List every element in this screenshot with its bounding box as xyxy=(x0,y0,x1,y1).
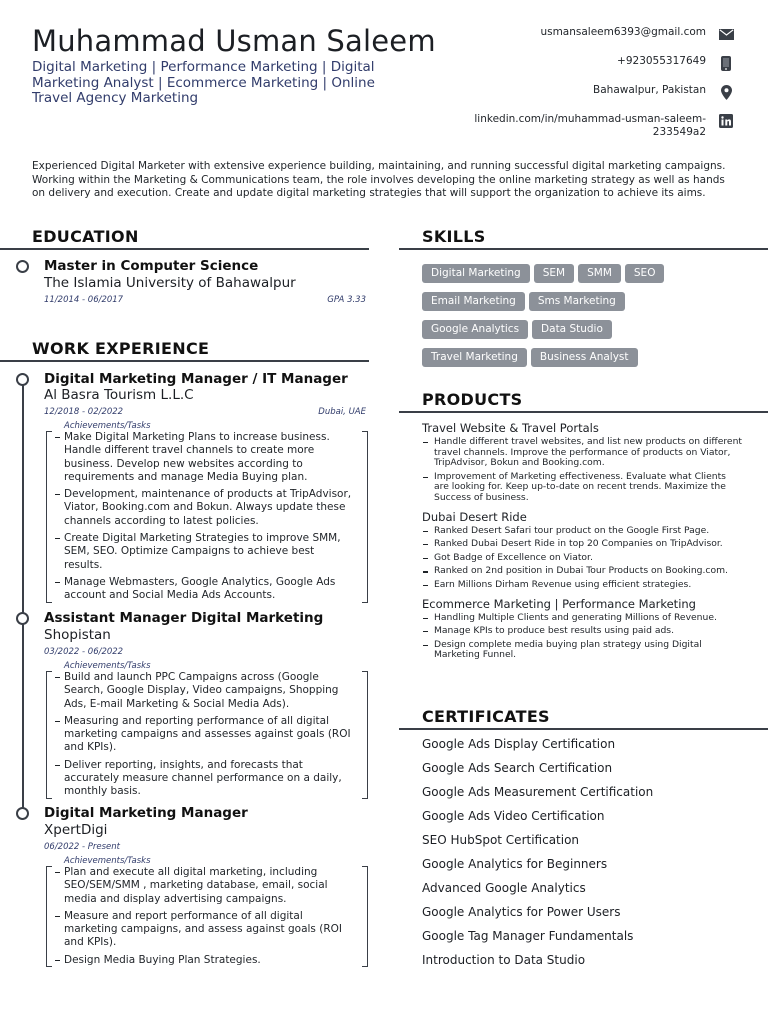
achievement-item: Create Digital Marketing Strategies to improve SMM, SEM, SEO. Optimize Campaigns to achieve best results. xyxy=(64,532,368,572)
candidate-headline: Digital Marketing | Performance Marketing | Digital Marketing Analyst | Ecommerce Marketing | Online Travel Agency Marketing xyxy=(32,59,375,106)
products-heading: PRODUCTS xyxy=(422,390,523,409)
job-company: Shopistan xyxy=(44,627,111,643)
contact-phone[interactable] xyxy=(434,55,734,71)
certificates-divider xyxy=(399,728,768,730)
contact-linkedin[interactable] xyxy=(434,113,734,139)
achievement-item: Development, maintenance of products at TripAdvisor, Viator, Booking.com and Bokun. Always update these channels according to latest policies. xyxy=(64,488,368,528)
product-title: Dubai Desert Ride xyxy=(422,509,527,524)
certificate-item: SEO HubSpot Certification xyxy=(422,833,580,847)
product-points xyxy=(422,526,742,591)
job-dates: 06/2022 - Present xyxy=(44,842,121,852)
location-pin-icon xyxy=(718,84,734,100)
skills-tags xyxy=(422,261,722,373)
product-points xyxy=(422,437,742,504)
achievements-list xyxy=(44,431,368,603)
education-divider xyxy=(0,248,369,250)
achievements-label: Achievements/Tasks xyxy=(64,421,151,431)
job-timeline-dot xyxy=(16,807,29,820)
achievement-item: Manage Webmasters, Google Analytics, Google Ads account and Social Media Ads Accounts. xyxy=(64,576,368,603)
certificate-item: Google Analytics for Power Users xyxy=(422,905,621,919)
skill-tag: Google Analytics xyxy=(422,320,528,339)
location-text: Bahawalpur, Pakistan xyxy=(593,84,706,96)
skill-tag: Digital Marketing xyxy=(422,264,530,283)
achievements-label: Achievements/Tasks xyxy=(64,856,151,866)
achievement-item: Measure and report performance of all digital marketing campaigns, and assess against goals (ROI and KPIs). xyxy=(64,910,368,950)
contact-email[interactable] xyxy=(434,26,734,42)
product-points xyxy=(422,613,742,661)
product-title: Ecommerce Marketing | Performance Marketing xyxy=(422,596,696,611)
linkedin-text[interactable]: linkedin.com/in/muhammad-usman-saleem-233549a2 xyxy=(474,113,706,138)
education-school: The Islamia University of Bahawalpur xyxy=(44,275,296,291)
achievement-item: Design Media Buying Plan Strategies. xyxy=(64,954,368,967)
skill-tag: SEO xyxy=(625,264,665,283)
linkedin-icon xyxy=(718,113,734,129)
education-dates: 11/2014 - 06/2017 xyxy=(44,295,124,305)
product-point: Ranked Dubai Desert Ride in top 20 Companies on TripAdvisor. xyxy=(434,539,742,550)
achievement-item: Build and launch PPC Campaigns across (Google Search, Google Display, Video campaigns, Shopping Ads, E-mail Marketing & Social Media Ads). xyxy=(64,671,368,711)
product-point: Improvement of Marketing effectiveness. Evaluate what Clients are looking for. Keep up-to-date on recent trends. Maximize the Success of business. xyxy=(434,472,742,504)
candidate-name: Muhammad Usman Saleem xyxy=(32,24,436,58)
product-point: Handle different travel websites, and list new products on different travel channels. Improve the performance of products on Viator, TripAdvisor, Bokun and Booking.com. xyxy=(434,436,743,469)
achievement-item: Plan and execute all digital marketing, including SEO/SEM/SMM , marketing database, email, social media and display advertising campaigns. xyxy=(64,866,368,906)
skills-divider xyxy=(399,248,768,250)
certificates-heading: CERTIFICATES xyxy=(422,707,550,726)
product-point: Earn Millions Dirham Revenue using efficient strategies. xyxy=(434,580,742,591)
achievements-list xyxy=(44,671,368,799)
job-achievements xyxy=(44,661,368,803)
products-divider xyxy=(399,411,768,413)
skill-tag: SMM xyxy=(578,264,621,283)
product-point: Design complete media buying plan strategy using Digital Marketing Funnel. xyxy=(434,640,742,661)
product-point: Handling Multiple Clients and generating Millions of Revenue. xyxy=(434,613,742,624)
product-point: Got Badge of Excellence on Viator. xyxy=(434,553,742,564)
product-point: Ranked Desert Safari tour product on the Google First Page. xyxy=(434,526,742,537)
work-experience-heading: WORK EXPERIENCE xyxy=(32,339,210,358)
certificate-item: Google Ads Display Certification xyxy=(422,737,616,751)
certificates-list xyxy=(422,737,742,977)
job-dates: 03/2022 - 06/2022 xyxy=(44,647,124,657)
work-timeline-line xyxy=(22,380,24,814)
certificate-item: Google Tag Manager Fundamentals xyxy=(422,929,634,943)
job-location: Dubai, UAE xyxy=(318,407,366,417)
envelope-icon xyxy=(718,26,734,42)
product-point: Ranked on 2nd position in Dubai Tour Products on Booking.com. xyxy=(434,566,742,577)
work-experience-divider xyxy=(0,360,369,362)
certificate-item: Google Ads Search Certification xyxy=(422,761,613,775)
product-point: Manage KPIs to produce best results using paid ads. xyxy=(434,626,742,637)
achievements-label: Achievements/Tasks xyxy=(64,661,151,671)
certificate-item: Google Ads Measurement Certification xyxy=(422,785,654,799)
achievement-item: Deliver reporting, insights, and forecasts that accurately measure channel performance on a daily, monthly basis. xyxy=(64,759,368,799)
education-timeline-dot xyxy=(16,260,29,273)
certificate-item: Introduction to Data Studio xyxy=(422,953,586,967)
skill-tag: Travel Marketing xyxy=(422,348,527,367)
job-achievements xyxy=(44,421,368,607)
achievement-item: Measuring and reporting performance of all digital marketing campaigns and assesses against goals (ROI and KPIs). xyxy=(64,715,368,755)
profile-summary: Experienced Digital Marketer with extensive experience building, maintaining, and running successful digital marketing campaigns. Working within the Marketing & Communications team, the role involves developing the online marketing strategy as well as hands on delivery and execution. Create and update digital marketing strategies that will support the organization to achieve its aims. xyxy=(32,160,726,199)
job-company: Al Basra Tourism L.L.C xyxy=(44,387,194,403)
phone-icon xyxy=(718,55,734,71)
education-heading: EDUCATION xyxy=(32,227,139,246)
education-degree: Master in Computer Science xyxy=(44,258,259,274)
skill-tag: Email Marketing xyxy=(422,292,525,311)
job-achievements xyxy=(44,856,368,971)
certificate-item: Google Analytics for Beginners xyxy=(422,857,608,871)
skill-tag: Sms Marketing xyxy=(529,292,625,311)
phone-text[interactable]: +923055317649 xyxy=(617,55,706,67)
certificate-item: Google Ads Video Certification xyxy=(422,809,605,823)
contact-location xyxy=(434,84,734,100)
skill-tag: Data Studio xyxy=(532,320,612,339)
job-timeline-dot xyxy=(16,373,29,386)
education-gpa: GPA 3.33 xyxy=(327,295,366,305)
certificate-item: Advanced Google Analytics xyxy=(422,881,586,895)
job-timeline-dot xyxy=(16,612,29,625)
job-role: Assistant Manager Digital Marketing xyxy=(44,610,324,626)
contact-block xyxy=(434,26,734,152)
skill-tag: SEM xyxy=(534,264,574,283)
job-role: Digital Marketing Manager / IT Manager xyxy=(44,371,348,387)
job-dates: 12/2018 - 02/2022 xyxy=(44,407,124,417)
skills-heading: SKILLS xyxy=(422,227,486,246)
achievement-item: Make Digital Marketing Plans to increase business. Handle different travel channels to create more business. Develop new websites according to requirements and manage Media Buying plan. xyxy=(64,431,368,484)
products-list xyxy=(422,421,742,667)
achievements-list xyxy=(44,866,368,967)
email-text[interactable]: usmansaleem6393@gmail.com xyxy=(540,26,706,38)
job-company: XpertDigi xyxy=(44,822,108,838)
skill-tag: Business Analyst xyxy=(531,348,638,367)
job-role: Digital Marketing Manager xyxy=(44,805,248,821)
product-title: Travel Website & Travel Portals xyxy=(422,421,599,435)
